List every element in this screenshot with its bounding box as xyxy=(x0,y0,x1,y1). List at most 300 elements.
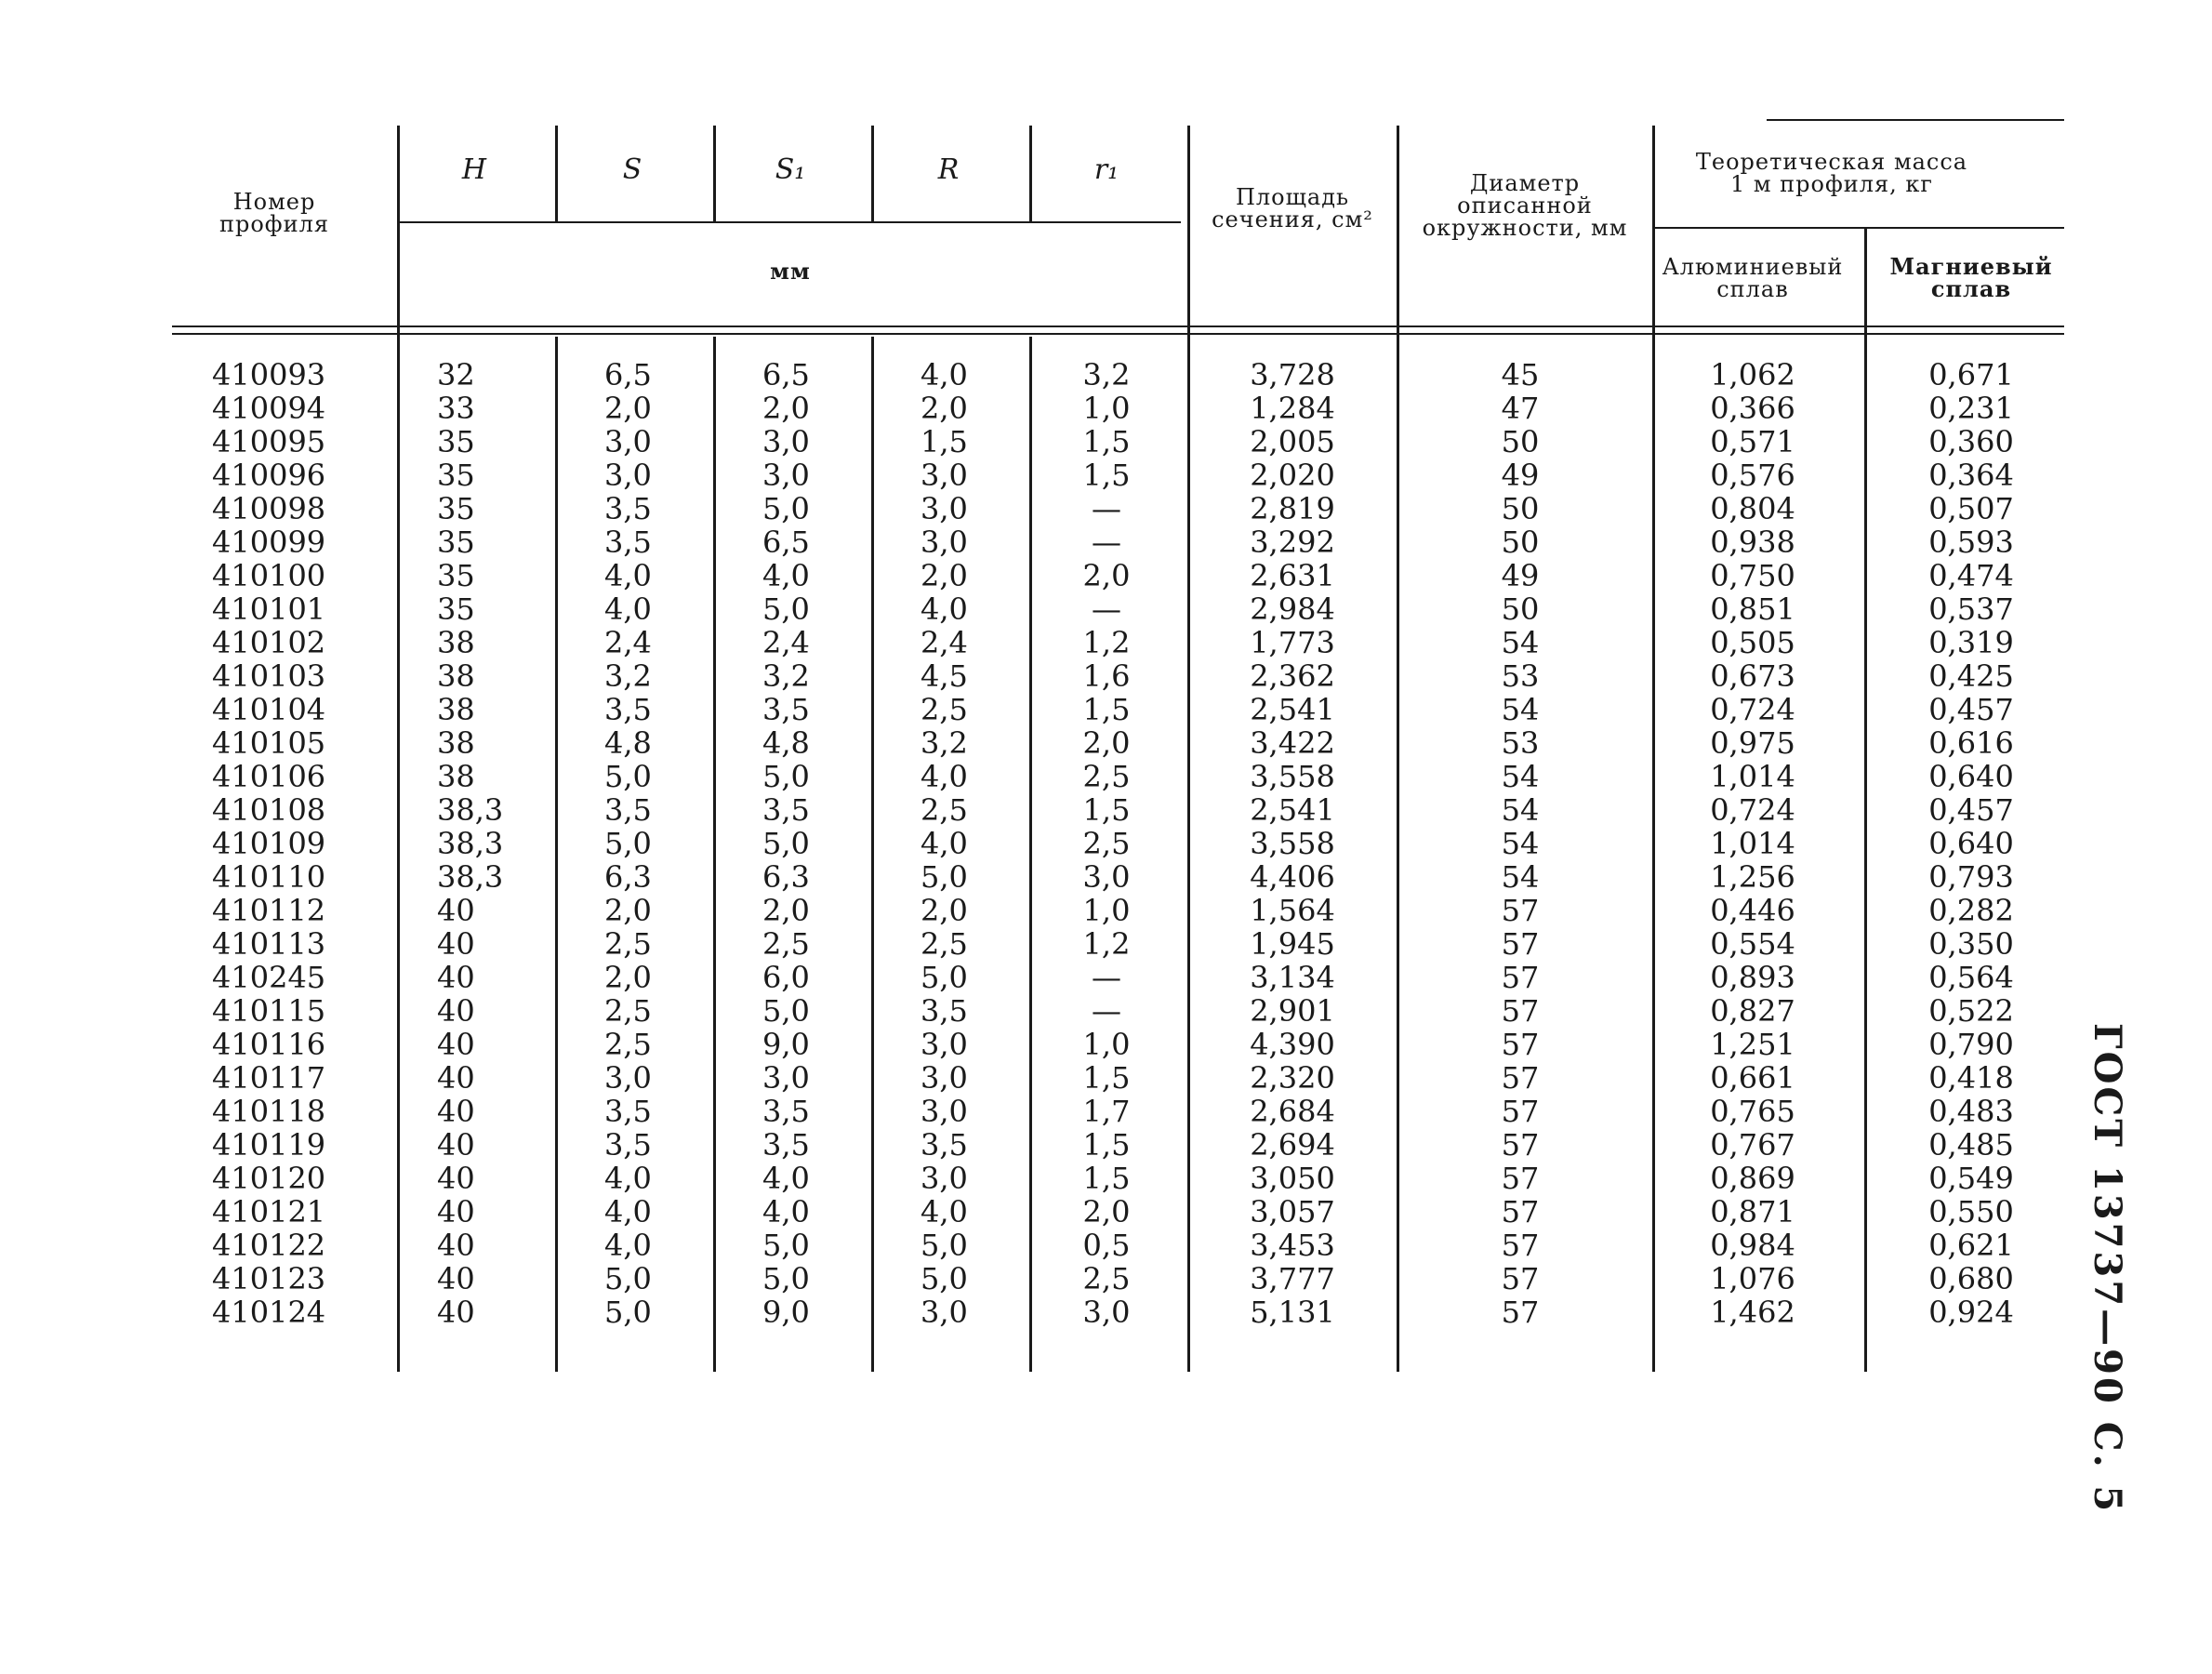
r-cell: 2,0 xyxy=(921,893,968,928)
table-row xyxy=(0,425,2212,458)
s-cell: 2,5 xyxy=(604,1027,652,1062)
table-row xyxy=(0,726,2212,760)
magnesium-mass-cell: 0,350 xyxy=(1928,926,2014,962)
table-row xyxy=(0,559,2212,592)
magnesium-mass-cell: 0,550 xyxy=(1928,1194,2014,1229)
area-cell: 2,694 xyxy=(1250,1127,1335,1162)
diameter-cell: 50 xyxy=(1501,424,1540,459)
table-row xyxy=(0,358,2212,392)
profile-number-cell: 410119 xyxy=(212,1127,326,1162)
s-cell: 4,0 xyxy=(604,1194,652,1229)
r1-cell: 3,2 xyxy=(1082,357,1131,392)
r1-cell: — xyxy=(1092,960,1121,995)
magnesium-mass-cell: 0,507 xyxy=(1928,491,2014,526)
r-cell: 5,0 xyxy=(921,1228,968,1263)
aluminium-mass-cell: 0,975 xyxy=(1710,725,1795,761)
profile-number-cell: 410106 xyxy=(212,759,326,794)
s-cell: 4,0 xyxy=(604,558,652,593)
h-cell: 38 xyxy=(437,692,475,727)
r1-cell: 1,0 xyxy=(1082,893,1131,928)
table-row xyxy=(0,1262,2212,1295)
table-row xyxy=(0,994,2212,1028)
s-cell: 4,0 xyxy=(604,1228,652,1263)
profile-number-cell: 410120 xyxy=(212,1161,326,1196)
s-cell: 5,0 xyxy=(604,759,652,794)
r-cell: 2,5 xyxy=(921,692,968,727)
magnesium-mass-cell: 0,621 xyxy=(1928,1228,2014,1263)
table-row xyxy=(0,860,2212,894)
r1-cell: 0,5 xyxy=(1082,1228,1131,1263)
h-cell: 35 xyxy=(437,458,475,493)
h-cell: 38 xyxy=(437,658,475,694)
profile-number-cell: 410112 xyxy=(212,893,326,928)
s-cell: 6,3 xyxy=(604,859,652,895)
magnesium-mass-cell: 0,418 xyxy=(1928,1060,2014,1096)
diameter-cell: 54 xyxy=(1501,759,1540,794)
h-cell: 40 xyxy=(437,1127,475,1162)
s1-cell: 3,2 xyxy=(762,658,810,694)
header-unit-mm: мм xyxy=(770,258,811,285)
diameter-cell: 57 xyxy=(1501,1261,1540,1296)
s1-cell: 4,8 xyxy=(762,725,810,761)
r1-cell: 1,0 xyxy=(1082,1027,1131,1062)
diameter-cell: 49 xyxy=(1501,458,1540,493)
r-cell: 5,0 xyxy=(921,960,968,995)
magnesium-mass-cell: 0,793 xyxy=(1928,859,2014,895)
magnesium-mass-cell: 0,671 xyxy=(1928,357,2014,392)
h-cell: 33 xyxy=(437,391,475,426)
area-cell: 2,362 xyxy=(1250,658,1335,694)
h-cell: 38,3 xyxy=(437,826,504,861)
diameter-cell: 50 xyxy=(1501,591,1540,627)
table-row xyxy=(0,392,2212,425)
r1-cell: 2,0 xyxy=(1082,1194,1131,1229)
table-row xyxy=(0,1295,2212,1329)
area-cell: 3,453 xyxy=(1250,1228,1335,1263)
h-cell: 40 xyxy=(437,1060,475,1096)
area-cell: 3,728 xyxy=(1250,357,1335,392)
magnesium-mass-cell: 0,924 xyxy=(1928,1295,2014,1330)
aluminium-mass-cell: 1,014 xyxy=(1710,759,1795,794)
r1-cell: 1,5 xyxy=(1082,458,1131,493)
table-row xyxy=(0,927,2212,961)
s1-cell: 4,0 xyxy=(762,1194,810,1229)
rule-col-r-left xyxy=(871,126,874,223)
s1-cell: 5,0 xyxy=(762,591,810,627)
profile-number-cell: 410117 xyxy=(212,1060,326,1096)
s1-cell: 5,0 xyxy=(762,1261,810,1296)
header-area: Площадь сечения, см² xyxy=(1212,184,1373,232)
r-cell: 3,5 xyxy=(921,1127,968,1162)
table-row xyxy=(0,1229,2212,1262)
table-row xyxy=(0,827,2212,860)
profile-number-cell: 410099 xyxy=(212,525,326,560)
s-cell: 3,0 xyxy=(604,458,652,493)
area-cell: 1,945 xyxy=(1250,926,1335,962)
area-cell: 3,050 xyxy=(1250,1161,1335,1196)
diameter-cell: 47 xyxy=(1501,391,1540,426)
s1-cell: 9,0 xyxy=(762,1027,810,1062)
r1-cell: 1,7 xyxy=(1082,1094,1131,1129)
s-cell: 2,0 xyxy=(604,391,652,426)
r-cell: 2,5 xyxy=(921,926,968,962)
diameter-cell: 57 xyxy=(1501,960,1540,995)
profile-number-cell: 410109 xyxy=(212,826,326,861)
rule-header-bottom-1 xyxy=(172,326,2064,327)
header-h: H xyxy=(461,153,487,186)
r-cell: 5,0 xyxy=(921,859,968,895)
diameter-cell: 57 xyxy=(1501,1027,1540,1062)
s1-cell: 2,0 xyxy=(762,391,810,426)
r1-cell: 3,0 xyxy=(1082,1295,1131,1330)
s-cell: 4,0 xyxy=(604,1161,652,1196)
profile-number-cell: 410102 xyxy=(212,625,326,660)
profile-number-cell: 410103 xyxy=(212,658,326,694)
diameter-cell: 57 xyxy=(1501,1295,1540,1330)
s-cell: 3,5 xyxy=(604,792,652,828)
area-cell: 2,005 xyxy=(1250,424,1335,459)
aluminium-mass-cell: 0,851 xyxy=(1710,591,1795,627)
r-cell: 3,0 xyxy=(921,1094,968,1129)
profile-number-cell: 410096 xyxy=(212,458,326,493)
profile-number-cell: 410122 xyxy=(212,1228,326,1263)
r1-cell: 1,0 xyxy=(1082,391,1131,426)
magnesium-mass-cell: 0,474 xyxy=(1928,558,2014,593)
r1-cell: 3,0 xyxy=(1082,859,1131,895)
profile-number-cell: 410093 xyxy=(212,357,326,392)
s1-cell: 3,5 xyxy=(762,792,810,828)
s1-cell: 4,0 xyxy=(762,1161,810,1196)
table-row xyxy=(0,458,2212,492)
r1-cell: 2,0 xyxy=(1082,558,1131,593)
r1-cell: 1,5 xyxy=(1082,1127,1131,1162)
magnesium-mass-cell: 0,640 xyxy=(1928,759,2014,794)
profile-number-cell: 410101 xyxy=(212,591,326,627)
table-row xyxy=(0,1128,2212,1162)
aluminium-mass-cell: 1,062 xyxy=(1710,357,1795,392)
r-cell: 5,0 xyxy=(921,1261,968,1296)
magnesium-mass-cell: 0,231 xyxy=(1928,391,2014,426)
r1-cell: 1,6 xyxy=(1082,658,1131,694)
diameter-cell: 54 xyxy=(1501,692,1540,727)
area-cell: 2,541 xyxy=(1250,792,1335,828)
r-cell: 2,0 xyxy=(921,558,968,593)
h-cell: 40 xyxy=(437,1228,475,1263)
table-row xyxy=(0,592,2212,626)
r-cell: 4,0 xyxy=(921,759,968,794)
aluminium-mass-cell: 1,251 xyxy=(1710,1027,1795,1062)
aluminium-mass-cell: 0,804 xyxy=(1710,491,1795,526)
aluminium-mass-cell: 0,446 xyxy=(1710,893,1795,928)
magnesium-mass-cell: 0,485 xyxy=(1928,1127,2014,1162)
magnesium-mass-cell: 0,364 xyxy=(1928,458,2014,493)
profile-number-cell: 410104 xyxy=(212,692,326,727)
s-cell: 3,0 xyxy=(604,424,652,459)
magnesium-mass-cell: 0,680 xyxy=(1928,1261,2014,1296)
s-cell: 3,5 xyxy=(604,491,652,526)
area-cell: 2,984 xyxy=(1250,591,1335,627)
r1-cell: 1,5 xyxy=(1082,792,1131,828)
diameter-cell: 57 xyxy=(1501,1127,1540,1162)
diameter-cell: 57 xyxy=(1501,926,1540,962)
magnesium-mass-cell: 0,425 xyxy=(1928,658,2014,694)
area-cell: 3,558 xyxy=(1250,826,1335,861)
r-cell: 2,0 xyxy=(921,391,968,426)
s1-cell: 6,5 xyxy=(762,525,810,560)
rule-dimension-split xyxy=(400,221,1181,223)
table-row xyxy=(0,693,2212,726)
area-cell: 1,773 xyxy=(1250,625,1335,660)
aluminium-mass-cell: 0,724 xyxy=(1710,792,1795,828)
r-cell: 4,0 xyxy=(921,826,968,861)
area-cell: 3,292 xyxy=(1250,525,1335,560)
header-r: R xyxy=(937,153,960,186)
h-cell: 40 xyxy=(437,960,475,995)
s-cell: 2,5 xyxy=(604,993,652,1029)
diameter-cell: 57 xyxy=(1501,893,1540,928)
rule-mass-top xyxy=(1767,119,2064,121)
rule-col-r1-left xyxy=(1029,126,1032,223)
area-cell: 2,020 xyxy=(1250,458,1335,493)
diameter-cell: 54 xyxy=(1501,859,1540,895)
magnesium-mass-cell: 0,616 xyxy=(1928,725,2014,761)
area-cell: 2,320 xyxy=(1250,1060,1335,1096)
h-cell: 40 xyxy=(437,993,475,1029)
s1-cell: 5,0 xyxy=(762,491,810,526)
s1-cell: 6,5 xyxy=(762,357,810,392)
h-cell: 38,3 xyxy=(437,859,504,895)
magnesium-mass-cell: 0,537 xyxy=(1928,591,2014,627)
r-cell: 3,0 xyxy=(921,1161,968,1196)
table-row xyxy=(0,793,2212,827)
table-row xyxy=(0,961,2212,994)
h-cell: 40 xyxy=(437,1094,475,1129)
s-cell: 2,0 xyxy=(604,893,652,928)
rule-col-s1-left xyxy=(713,126,716,223)
profile-number-cell: 410098 xyxy=(212,491,326,526)
s-cell: 3,5 xyxy=(604,1094,652,1129)
r-cell: 4,5 xyxy=(921,658,968,694)
r1-cell: 2,5 xyxy=(1082,1261,1131,1296)
h-cell: 38,3 xyxy=(437,792,504,828)
magnesium-mass-cell: 0,360 xyxy=(1928,424,2014,459)
r1-cell: 1,5 xyxy=(1082,692,1131,727)
profile-number-cell: 410115 xyxy=(212,993,326,1029)
table-row xyxy=(0,1095,2212,1128)
aluminium-mass-cell: 0,724 xyxy=(1710,692,1795,727)
s1-cell: 5,0 xyxy=(762,759,810,794)
area-cell: 3,558 xyxy=(1250,759,1335,794)
r-cell: 3,0 xyxy=(921,458,968,493)
profile-number-cell: 410094 xyxy=(212,391,326,426)
h-cell: 40 xyxy=(437,926,475,962)
area-cell: 4,390 xyxy=(1250,1027,1335,1062)
h-cell: 40 xyxy=(437,1161,475,1196)
h-cell: 40 xyxy=(437,1027,475,1062)
header-diameter: Диаметр описанной окружности, мм xyxy=(1422,170,1628,241)
s-cell: 6,5 xyxy=(604,357,652,392)
aluminium-mass-cell: 0,765 xyxy=(1710,1094,1795,1129)
diameter-cell: 53 xyxy=(1501,658,1540,694)
s1-cell: 3,0 xyxy=(762,424,810,459)
profile-number-cell: 410116 xyxy=(212,1027,326,1062)
profile-number-cell: 410110 xyxy=(212,859,326,895)
h-cell: 40 xyxy=(437,1194,475,1229)
s1-cell: 2,5 xyxy=(762,926,810,962)
table-row xyxy=(0,1195,2212,1229)
s1-cell: 5,0 xyxy=(762,1228,810,1263)
area-cell: 1,564 xyxy=(1250,893,1335,928)
s1-cell: 5,0 xyxy=(762,993,810,1029)
magnesium-mass-cell: 0,640 xyxy=(1928,826,2014,861)
table-row xyxy=(0,525,2212,559)
area-cell: 1,284 xyxy=(1250,391,1335,426)
aluminium-mass-cell: 0,938 xyxy=(1710,525,1795,560)
aluminium-mass-cell: 0,673 xyxy=(1710,658,1795,694)
rule-mass-split xyxy=(1655,227,2064,229)
aluminium-mass-cell: 1,462 xyxy=(1710,1295,1795,1330)
header-s: S xyxy=(622,153,642,186)
table-row xyxy=(0,659,2212,693)
r1-cell: — xyxy=(1092,591,1121,627)
table-row xyxy=(0,492,2212,525)
h-cell: 35 xyxy=(437,424,475,459)
header-magnesium: Магниевый сплав xyxy=(1889,253,2053,302)
header-mass: Теоретическая масса 1 м профиля, кг xyxy=(1695,149,1968,197)
h-cell: 40 xyxy=(437,1295,475,1330)
aluminium-mass-cell: 0,750 xyxy=(1710,558,1795,593)
s1-cell: 4,0 xyxy=(762,558,810,593)
s-cell: 3,5 xyxy=(604,692,652,727)
diameter-cell: 57 xyxy=(1501,1060,1540,1096)
h-cell: 40 xyxy=(437,893,475,928)
s-cell: 3,0 xyxy=(604,1060,652,1096)
r-cell: 4,0 xyxy=(921,357,968,392)
rule-header-bottom-2 xyxy=(172,333,2064,335)
profile-number-cell: 410245 xyxy=(212,960,326,995)
r1-cell: — xyxy=(1092,525,1121,560)
diameter-cell: 53 xyxy=(1501,725,1540,761)
area-cell: 3,422 xyxy=(1250,725,1335,761)
s-cell: 2,4 xyxy=(604,625,652,660)
area-cell: 3,134 xyxy=(1250,960,1335,995)
s1-cell: 9,0 xyxy=(762,1295,810,1330)
h-cell: 35 xyxy=(437,491,475,526)
diameter-cell: 57 xyxy=(1501,1194,1540,1229)
magnesium-mass-cell: 0,790 xyxy=(1928,1027,2014,1062)
h-cell: 38 xyxy=(437,725,475,761)
magnesium-mass-cell: 0,457 xyxy=(1928,692,2014,727)
profile-number-cell: 410123 xyxy=(212,1261,326,1296)
s-cell: 3,2 xyxy=(604,658,652,694)
r-cell: 3,0 xyxy=(921,1027,968,1062)
profile-number-cell: 410095 xyxy=(212,424,326,459)
table-body xyxy=(0,358,2212,1329)
profile-number-cell: 410118 xyxy=(212,1094,326,1129)
s-cell: 2,0 xyxy=(604,960,652,995)
header-s1: S₁ xyxy=(775,153,806,186)
s-cell: 5,0 xyxy=(604,1295,652,1330)
document-side-label: ГОСТ 13737—90 С. 5 xyxy=(2086,1023,2129,1515)
aluminium-mass-cell: 0,576 xyxy=(1710,458,1795,493)
h-cell: 35 xyxy=(437,591,475,627)
s1-cell: 3,5 xyxy=(762,1094,810,1129)
aluminium-mass-cell: 0,554 xyxy=(1710,926,1795,962)
area-cell: 2,631 xyxy=(1250,558,1335,593)
r1-cell: 1,2 xyxy=(1082,926,1131,962)
s-cell: 3,5 xyxy=(604,1127,652,1162)
r1-cell: 1,2 xyxy=(1082,625,1131,660)
aluminium-mass-cell: 0,827 xyxy=(1710,993,1795,1029)
s-cell: 5,0 xyxy=(604,1261,652,1296)
diameter-cell: 57 xyxy=(1501,993,1540,1029)
table-row xyxy=(0,1028,2212,1061)
diameter-cell: 57 xyxy=(1501,1161,1540,1196)
magnesium-mass-cell: 0,282 xyxy=(1928,893,2014,928)
area-cell: 3,057 xyxy=(1250,1194,1335,1229)
h-cell: 40 xyxy=(437,1261,475,1296)
h-cell: 35 xyxy=(437,525,475,560)
diameter-cell: 57 xyxy=(1501,1094,1540,1129)
area-cell: 2,901 xyxy=(1250,993,1335,1029)
aluminium-mass-cell: 1,256 xyxy=(1710,859,1795,895)
table-row xyxy=(0,760,2212,793)
r-cell: 3,0 xyxy=(921,1060,968,1096)
header-r1: r₁ xyxy=(1093,153,1119,186)
table-row xyxy=(0,1162,2212,1195)
rule-col-s-left xyxy=(555,126,558,223)
area-cell: 3,777 xyxy=(1250,1261,1335,1296)
r-cell: 2,5 xyxy=(921,792,968,828)
aluminium-mass-cell: 0,571 xyxy=(1710,424,1795,459)
area-cell: 2,819 xyxy=(1250,491,1335,526)
s1-cell: 3,5 xyxy=(762,692,810,727)
aluminium-mass-cell: 0,871 xyxy=(1710,1194,1795,1229)
r-cell: 1,5 xyxy=(921,424,968,459)
r-cell: 4,0 xyxy=(921,591,968,627)
diameter-cell: 57 xyxy=(1501,1228,1540,1263)
s-cell: 5,0 xyxy=(604,826,652,861)
magnesium-mass-cell: 0,457 xyxy=(1928,792,2014,828)
r1-cell: 1,5 xyxy=(1082,1060,1131,1096)
h-cell: 38 xyxy=(437,759,475,794)
diameter-cell: 54 xyxy=(1501,826,1540,861)
h-cell: 32 xyxy=(437,357,475,392)
aluminium-mass-cell: 0,661 xyxy=(1710,1060,1795,1096)
diameter-cell: 50 xyxy=(1501,525,1540,560)
diameter-cell: 54 xyxy=(1501,625,1540,660)
h-cell: 35 xyxy=(437,558,475,593)
magnesium-mass-cell: 0,593 xyxy=(1928,525,2014,560)
s-cell: 3,5 xyxy=(604,525,652,560)
s-cell: 4,8 xyxy=(604,725,652,761)
s1-cell: 3,5 xyxy=(762,1127,810,1162)
s-cell: 4,0 xyxy=(604,591,652,627)
r-cell: 3,5 xyxy=(921,993,968,1029)
r1-cell: 2,5 xyxy=(1082,826,1131,861)
r1-cell: 2,5 xyxy=(1082,759,1131,794)
s1-cell: 2,0 xyxy=(762,893,810,928)
magnesium-mass-cell: 0,483 xyxy=(1928,1094,2014,1129)
r-cell: 3,0 xyxy=(921,491,968,526)
table-row xyxy=(0,626,2212,659)
aluminium-mass-cell: 0,767 xyxy=(1710,1127,1795,1162)
diameter-cell: 54 xyxy=(1501,792,1540,828)
s1-cell: 6,0 xyxy=(762,960,810,995)
magnesium-mass-cell: 0,522 xyxy=(1928,993,2014,1029)
table-row xyxy=(0,894,2212,927)
area-cell: 2,684 xyxy=(1250,1094,1335,1129)
